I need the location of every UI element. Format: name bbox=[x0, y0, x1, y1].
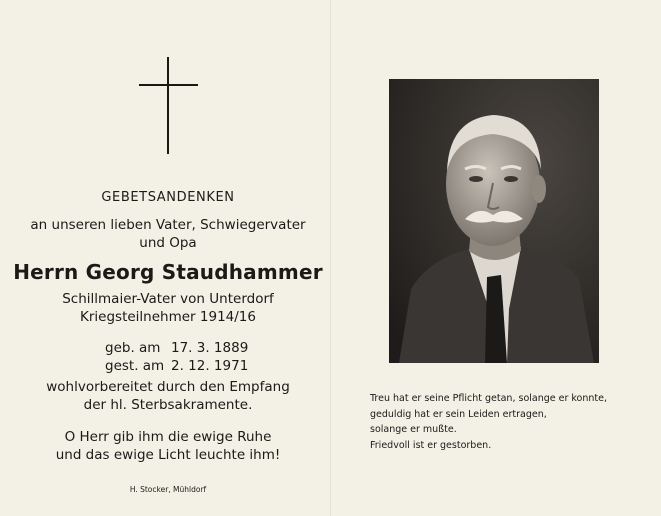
birth-date: 17. 3. 1889 bbox=[171, 340, 249, 356]
prayer-line-1: O Herr gib ihm die ewige Ruhe bbox=[64, 429, 272, 445]
verse-line-4: Friedvoll ist er gestorben. bbox=[370, 439, 492, 451]
left-panel bbox=[0, 0, 330, 516]
dedication-line-1: an unseren lieben Vater, Schwiegervater bbox=[30, 217, 306, 233]
portrait-photo bbox=[389, 79, 599, 363]
prayer-line-2: und das ewige Licht leuchte ihm! bbox=[55, 447, 281, 463]
sacrament-line-2: der hl. Sterbsakramente. bbox=[83, 397, 253, 413]
verse-line-2: geduldig hat er sein Leiden ertragen, bbox=[370, 408, 547, 420]
death-label: gest. am bbox=[105, 358, 165, 374]
printer-credit: H. Stocker, Mühldorf bbox=[129, 485, 207, 494]
death-date-row bbox=[105, 358, 285, 374]
title-line-2: Kriegsteilnehmer 1914/16 bbox=[80, 309, 256, 325]
portrait-image bbox=[389, 79, 599, 363]
heading: GEBETSANDENKEN bbox=[101, 190, 235, 205]
verse-line-3: solange er mußte. bbox=[370, 424, 457, 435]
birth-date-row bbox=[105, 340, 285, 356]
cross-icon-bar bbox=[139, 84, 198, 86]
deceased-name: Herrn Georg Staudhammer bbox=[13, 260, 323, 284]
verse-block bbox=[370, 391, 655, 453]
birth-label: geb. am bbox=[105, 340, 161, 356]
title-line-1: Schillmaier-Vater von Unterdorf bbox=[62, 291, 274, 307]
sacrament-line-1: wohlvorbereitet durch den Empfang bbox=[46, 379, 290, 395]
death-date: 2. 12. 1971 bbox=[171, 358, 249, 374]
dedication-line-2: und Opa bbox=[139, 235, 197, 251]
verse-line-1: Treu hat er seine Pflicht getan, solange er konnte, bbox=[370, 393, 608, 404]
cross-icon bbox=[167, 57, 169, 154]
